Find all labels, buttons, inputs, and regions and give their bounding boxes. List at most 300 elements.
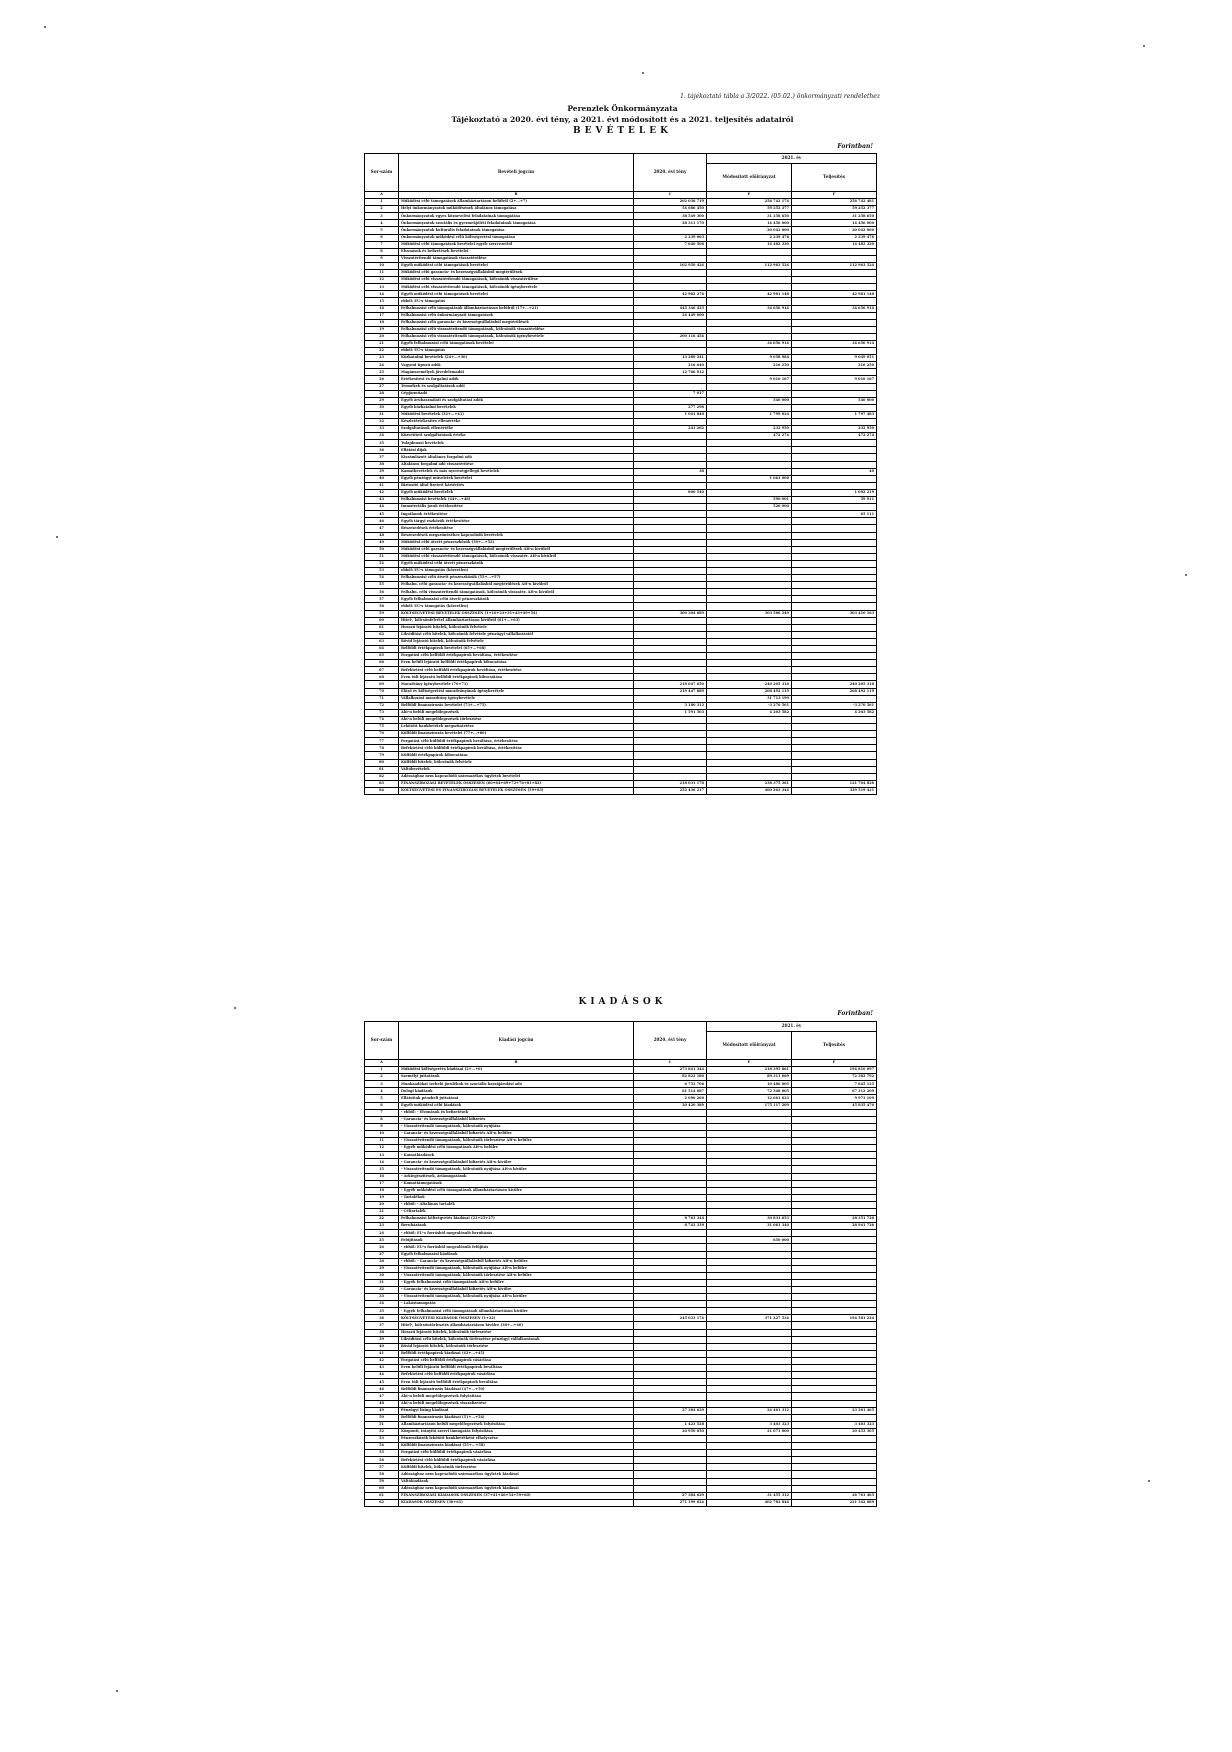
value-performance: 472 274 bbox=[792, 433, 877, 440]
row-number: 5 bbox=[365, 1095, 399, 1102]
value-2020 bbox=[634, 518, 707, 525]
row-number: 49 bbox=[365, 1407, 399, 1414]
value-2020 bbox=[634, 284, 707, 291]
row-number: 78 bbox=[365, 745, 399, 752]
row-label: Egyéb felhalmozási kiadások bbox=[399, 1251, 634, 1258]
table-row bbox=[365, 553, 877, 560]
value-modified: 9 010 167 bbox=[707, 376, 792, 383]
value-performance: 1 797 483 bbox=[792, 411, 877, 418]
report-subtitle: Tájékoztató a 2020. évi tény, a 2021. évi módosított és a 2021. teljesítés adatairól bbox=[451, 115, 794, 124]
table-row bbox=[365, 709, 877, 716]
row-number: 9 bbox=[365, 1123, 399, 1130]
value-modified bbox=[707, 553, 792, 560]
row-label: Egyéb közhatalmi bevételek bbox=[399, 404, 634, 411]
row-number: 7 bbox=[365, 1109, 399, 1116]
row-number: 74 bbox=[365, 716, 399, 723]
value-performance bbox=[792, 482, 877, 489]
table-row bbox=[365, 745, 877, 752]
value-modified: 4 203 582 bbox=[707, 709, 792, 716]
scan-speck bbox=[1148, 1480, 1150, 1482]
table-row bbox=[365, 1478, 877, 1485]
value-2020 bbox=[634, 447, 707, 454]
value-2020 bbox=[634, 1372, 707, 1379]
row-label: Felhalmozási célú átvett pénzeszközök (55+...+57) bbox=[399, 575, 634, 582]
value-performance bbox=[792, 1287, 877, 1294]
value-performance: 28 941 726 bbox=[792, 1223, 877, 1230]
table-row bbox=[365, 695, 877, 702]
value-performance bbox=[792, 1230, 877, 1237]
row-label: Biztosító által fizetett kártérítés bbox=[399, 482, 634, 489]
row-number: 44 bbox=[365, 504, 399, 511]
row-number: 43 bbox=[365, 1365, 399, 1372]
row-label: Likviditási célú hitelek, kölcsönök felvétele pénzügyi vállalkozástól bbox=[399, 631, 634, 638]
col-header-2020-actual: 2020. évi tény bbox=[634, 1022, 707, 1060]
table-row bbox=[365, 787, 877, 794]
value-modified bbox=[707, 631, 792, 638]
value-modified: 3 403 323 bbox=[707, 1421, 792, 1428]
value-performance: 194 810 097 bbox=[792, 1067, 877, 1074]
value-2020: 102 950 424 bbox=[634, 262, 707, 269]
row-number: 21 bbox=[365, 340, 399, 347]
table-row bbox=[365, 1365, 877, 1372]
table-row bbox=[365, 312, 877, 319]
table-row bbox=[365, 440, 877, 447]
row-number: 51 bbox=[365, 1421, 399, 1428]
row-number: 58 bbox=[365, 1471, 399, 1478]
table-row bbox=[365, 603, 877, 610]
value-2020 bbox=[634, 1414, 707, 1421]
value-modified bbox=[707, 454, 792, 461]
value-performance: 26 761 465 bbox=[792, 1492, 877, 1499]
col-header-item: Bevételi jogcím bbox=[399, 154, 634, 192]
row-label: - Garancia- és kezességvállalásból kifizetés bbox=[399, 1116, 634, 1123]
value-2020: 218 031 178 bbox=[634, 780, 707, 787]
value-modified bbox=[707, 461, 792, 468]
row-label: FINANSZÍROZÁSI KIADÁSOK ÖSSZESEN (37+41+46+54+59+60) bbox=[399, 1492, 634, 1499]
row-label: Működési célú támogatások államháztartáson belülről (2+...+7) bbox=[399, 199, 634, 206]
value-2020 bbox=[634, 298, 707, 305]
row-label: Áht-n belüli megelőlegezések folyósítása bbox=[399, 1393, 634, 1400]
row-number: 62 bbox=[365, 1499, 399, 1506]
value-2020 bbox=[634, 1152, 707, 1159]
value-performance bbox=[792, 603, 877, 610]
value-2020 bbox=[634, 716, 707, 723]
table-row bbox=[365, 277, 877, 284]
value-modified: 371 227 534 bbox=[707, 1315, 792, 1322]
row-label: - ebből: - Általános tartalék bbox=[399, 1201, 634, 1208]
value-2020 bbox=[634, 326, 707, 333]
value-performance bbox=[792, 532, 877, 539]
value-2020 bbox=[634, 504, 707, 511]
row-number: 29 bbox=[365, 1265, 399, 1272]
scan-speck bbox=[44, 26, 46, 28]
value-modified: 34 656 914 bbox=[707, 305, 792, 312]
organization-name: Perenzlek Önkormányzata bbox=[567, 104, 678, 113]
row-label: Részesedések értékesítése bbox=[399, 525, 634, 532]
value-2020 bbox=[634, 1365, 707, 1372]
table-row bbox=[365, 567, 877, 574]
row-number: 34 bbox=[365, 433, 399, 440]
value-modified bbox=[707, 1414, 792, 1421]
row-number: 64 bbox=[365, 646, 399, 653]
value-performance: -3 270 561 bbox=[792, 702, 877, 709]
row-label: Külföldi értékpapírok kibocsátása bbox=[399, 752, 634, 759]
value-performance bbox=[792, 738, 877, 745]
value-performance bbox=[792, 1109, 877, 1116]
value-modified: 590 001 bbox=[707, 497, 792, 504]
row-number: 6 bbox=[365, 234, 399, 241]
row-number: 18 bbox=[365, 319, 399, 326]
row-label: - Egyéb felhalmozási célú támogatások államháztartáson kívülre bbox=[399, 1308, 634, 1315]
row-label: Adóssághoz nem kapcsolódó származékos ügyletek kiadásai bbox=[399, 1485, 634, 1492]
value-2020 bbox=[634, 461, 707, 468]
value-2020 bbox=[634, 1485, 707, 1492]
row-number: 27 bbox=[365, 383, 399, 390]
table-row bbox=[365, 1294, 877, 1301]
value-performance bbox=[792, 1159, 877, 1166]
table-row bbox=[365, 1237, 877, 1244]
row-label: Éven túli lejáratú belföldi értékpapírok beváltása bbox=[399, 1379, 634, 1386]
table-row bbox=[365, 780, 877, 787]
value-performance: 59 252 377 bbox=[792, 206, 877, 213]
row-number: 24 bbox=[365, 1230, 399, 1237]
value-performance bbox=[792, 731, 877, 738]
row-label: Hitel-, kölcsöntörlesztés államháztartáson kívülre (38+...+40) bbox=[399, 1322, 634, 1329]
value-modified bbox=[707, 674, 792, 681]
value-modified bbox=[707, 1201, 792, 1208]
row-label: Működési célú visszatérítendő támogatások, kölcsönök igénybevétele bbox=[399, 284, 634, 291]
row-label: Egyéb felhalmozási célú támogatások bevételei bbox=[399, 340, 634, 347]
value-performance bbox=[792, 674, 877, 681]
row-number: 41 bbox=[365, 1350, 399, 1357]
row-number: 35 bbox=[365, 440, 399, 447]
row-number: 41 bbox=[365, 482, 399, 489]
value-performance bbox=[792, 504, 877, 511]
value-2020 bbox=[634, 1258, 707, 1265]
value-performance bbox=[792, 1130, 877, 1137]
col-header-performance: Teljesítés bbox=[792, 164, 877, 192]
value-performance bbox=[792, 1138, 877, 1145]
value-modified bbox=[707, 1173, 792, 1180]
value-performance bbox=[792, 766, 877, 773]
table-row bbox=[365, 1499, 877, 1506]
row-number: 2 bbox=[365, 206, 399, 213]
value-modified bbox=[707, 348, 792, 355]
value-2020 bbox=[634, 1279, 707, 1286]
value-modified bbox=[707, 1244, 792, 1251]
value-modified bbox=[707, 1152, 792, 1159]
table-row bbox=[365, 660, 877, 667]
row-label: Működési bevételek (32+...+41) bbox=[399, 411, 634, 418]
value-performance: 34 656 914 bbox=[792, 340, 877, 347]
col-header-2021-year: 2021. év bbox=[707, 154, 877, 164]
table-row bbox=[365, 702, 877, 709]
value-modified bbox=[707, 1145, 792, 1152]
table-row bbox=[365, 468, 877, 475]
value-modified bbox=[707, 419, 792, 426]
table-row bbox=[365, 1208, 877, 1215]
value-2020 bbox=[634, 653, 707, 660]
row-label: Belföldi finanszírozás bevételei (73+...+75) bbox=[399, 702, 634, 709]
value-2020 bbox=[634, 1187, 707, 1194]
table-row bbox=[365, 752, 877, 759]
value-modified bbox=[707, 766, 792, 773]
table-row bbox=[365, 284, 877, 291]
value-modified: 21 071 000 bbox=[707, 1428, 792, 1435]
row-number: 44 bbox=[365, 1372, 399, 1379]
value-modified bbox=[707, 1386, 792, 1393]
value-performance bbox=[792, 1414, 877, 1421]
row-label: Egyéb működési célú kiadások bbox=[399, 1102, 634, 1109]
table-row bbox=[365, 298, 877, 305]
value-modified: 526 000 bbox=[707, 504, 792, 511]
value-modified bbox=[707, 1393, 792, 1400]
value-performance bbox=[792, 454, 877, 461]
row-number: 3 bbox=[365, 1081, 399, 1088]
row-label: Hosszú lejáratú hitelek, kölcsönök törlesztése bbox=[399, 1329, 634, 1336]
value-performance: 59 911 bbox=[792, 497, 877, 504]
row-label: Adóssághoz nem kapcsolódó származékos ügyletek kiadásai bbox=[399, 1471, 634, 1478]
value-modified bbox=[707, 383, 792, 390]
row-number: 26 bbox=[365, 376, 399, 383]
value-performance bbox=[792, 596, 877, 603]
row-number: 43 bbox=[365, 497, 399, 504]
row-number: 7 bbox=[365, 241, 399, 248]
table-row bbox=[365, 1485, 877, 1492]
row-number: 28 bbox=[365, 390, 399, 397]
row-number: 29 bbox=[365, 397, 399, 404]
row-label: FINANSZÍROZÁSI BEVÉTELEK ÖSSZESEN (60+64+69+72+76+81+82) bbox=[399, 780, 634, 787]
row-number: 21 bbox=[365, 1208, 399, 1215]
row-number: 12 bbox=[365, 277, 399, 284]
table-row bbox=[365, 426, 877, 433]
table-row bbox=[365, 1400, 877, 1407]
value-modified bbox=[707, 248, 792, 255]
table-row bbox=[365, 482, 877, 489]
value-modified bbox=[707, 1208, 792, 1215]
value-2020: 8 763 344 bbox=[634, 1216, 707, 1223]
row-number: 53 bbox=[365, 567, 399, 574]
value-2020 bbox=[634, 1145, 707, 1152]
value-modified: 218 395 861 bbox=[707, 1067, 792, 1074]
value-performance bbox=[792, 1301, 877, 1308]
value-2020 bbox=[634, 1386, 707, 1393]
value-performance bbox=[792, 1194, 877, 1201]
value-modified bbox=[707, 1138, 792, 1145]
row-number: 31 bbox=[365, 411, 399, 418]
value-performance bbox=[792, 1478, 877, 1485]
table-row bbox=[365, 1379, 877, 1386]
table-row bbox=[365, 511, 877, 518]
value-2020 bbox=[634, 475, 707, 482]
value-modified bbox=[707, 731, 792, 738]
row-label: Ingatlanok értékesítése bbox=[399, 511, 634, 518]
value-performance bbox=[792, 1343, 877, 1350]
value-modified bbox=[707, 1343, 792, 1350]
value-2020: 20 950 050 bbox=[634, 1428, 707, 1435]
value-performance: 221 342 689 bbox=[792, 1499, 877, 1506]
table-row bbox=[365, 1166, 877, 1173]
value-modified bbox=[707, 1279, 792, 1286]
row-number: 26 bbox=[365, 1244, 399, 1251]
value-modified bbox=[707, 447, 792, 454]
col-header-modified-budget: Módosított előirányzat bbox=[707, 164, 792, 192]
table-row bbox=[365, 376, 877, 383]
row-label: Váltóbevételek bbox=[399, 766, 634, 773]
table-row bbox=[365, 1329, 877, 1336]
value-modified: 216 250 bbox=[707, 362, 792, 369]
value-performance: 9 049 051 bbox=[792, 355, 877, 362]
table-row bbox=[365, 674, 877, 681]
value-2020: 38 bbox=[634, 468, 707, 475]
value-performance bbox=[792, 277, 877, 284]
row-label: - ebből: - Garancia- és kezességvállalásból kifizetés ÁH-n belülre bbox=[399, 1258, 634, 1265]
row-number: 56 bbox=[365, 1457, 399, 1464]
value-performance bbox=[792, 1201, 877, 1208]
value-modified bbox=[707, 482, 792, 489]
table-row bbox=[365, 1201, 877, 1208]
row-label: Visszatérítendő támogatások visszatérülése bbox=[399, 255, 634, 262]
row-number: 38 bbox=[365, 1329, 399, 1336]
table-row bbox=[365, 262, 877, 269]
row-number: 1 bbox=[365, 1067, 399, 1074]
value-2020 bbox=[634, 482, 707, 489]
value-performance bbox=[792, 1450, 877, 1457]
value-performance bbox=[792, 440, 877, 447]
row-number: 59 bbox=[365, 610, 399, 617]
table-row bbox=[365, 489, 877, 496]
row-label: Forgatási célú belföldi értékpapírok beváltása, értékesítése bbox=[399, 653, 634, 660]
row-label: - Visszatérítendő támogatások, kölcsönök törlesztése ÁH-n belülre bbox=[399, 1272, 634, 1279]
value-2020: 28 311 170 bbox=[634, 220, 707, 227]
value-2020 bbox=[634, 255, 707, 262]
value-2020 bbox=[634, 695, 707, 702]
table-row bbox=[365, 1123, 877, 1130]
value-modified: 238 375 361 bbox=[707, 780, 792, 787]
row-number: 22 bbox=[365, 1216, 399, 1223]
value-modified: 472 274 bbox=[707, 433, 792, 440]
row-number: 48 bbox=[365, 532, 399, 539]
table-row bbox=[365, 667, 877, 674]
value-2020: 38 549 300 bbox=[634, 213, 707, 220]
row-label: Működési célú visszatérítendő támogatások, kölcsönök visszatér. ÁH-n kívülről bbox=[399, 553, 634, 560]
row-label: - Garancia- és kezességvállalásból kifizetés ÁH-n kívülre bbox=[399, 1159, 634, 1166]
value-performance bbox=[792, 1379, 877, 1386]
value-modified bbox=[707, 1372, 792, 1379]
value-performance bbox=[792, 1173, 877, 1180]
value-performance bbox=[792, 1116, 877, 1123]
value-performance bbox=[792, 1372, 877, 1379]
value-2020 bbox=[634, 1393, 707, 1400]
table-row bbox=[365, 1357, 877, 1364]
row-label: Működési célú támogatások bevételei egyéb szervezettől bbox=[399, 241, 634, 248]
row-number: 17 bbox=[365, 1180, 399, 1187]
value-performance bbox=[792, 695, 877, 702]
value-modified bbox=[707, 1230, 792, 1237]
col-letter: A bbox=[365, 192, 399, 199]
value-performance bbox=[792, 759, 877, 766]
row-number: 84 bbox=[365, 787, 399, 794]
row-number: 14 bbox=[365, 1159, 399, 1166]
row-number: 20 bbox=[365, 333, 399, 340]
value-modified bbox=[707, 1485, 792, 1492]
value-performance bbox=[792, 589, 877, 596]
value-modified bbox=[707, 560, 792, 567]
value-modified bbox=[707, 489, 792, 496]
value-performance bbox=[792, 1393, 877, 1400]
value-modified bbox=[707, 468, 792, 475]
value-performance bbox=[792, 1123, 877, 1130]
value-2020: 300 304 689 bbox=[634, 610, 707, 617]
value-performance: 42 981 148 bbox=[792, 291, 877, 298]
value-2020 bbox=[634, 1343, 707, 1350]
value-2020 bbox=[634, 1208, 707, 1215]
value-2020 bbox=[634, 646, 707, 653]
value-performance bbox=[792, 1279, 877, 1286]
value-modified bbox=[707, 1450, 792, 1457]
value-performance bbox=[792, 1272, 877, 1279]
row-number: 42 bbox=[365, 1357, 399, 1364]
row-label: - Visszatérítendő támogatások, kölcsönök nyújtása bbox=[399, 1123, 634, 1130]
value-performance bbox=[792, 1365, 877, 1372]
value-modified bbox=[707, 369, 792, 376]
value-modified bbox=[707, 660, 792, 667]
row-label: - Lakástámogatás bbox=[399, 1301, 634, 1308]
value-performance bbox=[792, 461, 877, 468]
revenue-table bbox=[364, 153, 877, 795]
table-row bbox=[365, 1130, 877, 1137]
value-modified bbox=[707, 575, 792, 582]
value-modified: 650 000 bbox=[707, 1237, 792, 1244]
value-performance: 9 973 109 bbox=[792, 1095, 877, 1102]
value-modified: 12 661 623 bbox=[707, 1095, 792, 1102]
value-modified: 9 058 984 bbox=[707, 355, 792, 362]
value-2020: 7 017 bbox=[634, 390, 707, 397]
table-row bbox=[365, 539, 877, 546]
table-row bbox=[365, 1343, 877, 1350]
row-number: 6 bbox=[365, 1102, 399, 1109]
value-2020 bbox=[634, 1237, 707, 1244]
value-performance bbox=[792, 1357, 877, 1364]
value-2020: 24 449 000 bbox=[634, 312, 707, 319]
row-number: 27 bbox=[365, 1251, 399, 1258]
value-modified: 303 586 249 bbox=[707, 610, 792, 617]
table-row bbox=[365, 1088, 877, 1095]
col-letter: B bbox=[399, 192, 634, 199]
col-header-row-number: Sor-szám bbox=[365, 154, 399, 192]
col-letter: C bbox=[634, 1060, 707, 1067]
row-number: 61 bbox=[365, 624, 399, 631]
value-performance: 65 111 bbox=[792, 511, 877, 518]
value-2020: 1 591 503 bbox=[634, 709, 707, 716]
row-label: Önkormányzatok egyes köznevelési feladatainak támogatása bbox=[399, 213, 634, 220]
value-performance bbox=[792, 1464, 877, 1471]
value-performance: 31 258 650 bbox=[792, 213, 877, 220]
row-label: - Egyéb működési célú támogatások ÁH-n belülre bbox=[399, 1145, 634, 1152]
value-2020 bbox=[634, 589, 707, 596]
value-2020: 3 180 312 bbox=[634, 702, 707, 709]
row-number: 56 bbox=[365, 589, 399, 596]
row-number: 16 bbox=[365, 305, 399, 312]
value-performance bbox=[792, 631, 877, 638]
row-label: - Árkiegészítések, ártámogatások bbox=[399, 1173, 634, 1180]
value-modified bbox=[707, 1329, 792, 1336]
value-2020: 241 262 bbox=[634, 426, 707, 433]
value-2020 bbox=[634, 660, 707, 667]
value-modified bbox=[707, 1357, 792, 1364]
value-2020 bbox=[634, 546, 707, 553]
row-number: 52 bbox=[365, 1428, 399, 1435]
